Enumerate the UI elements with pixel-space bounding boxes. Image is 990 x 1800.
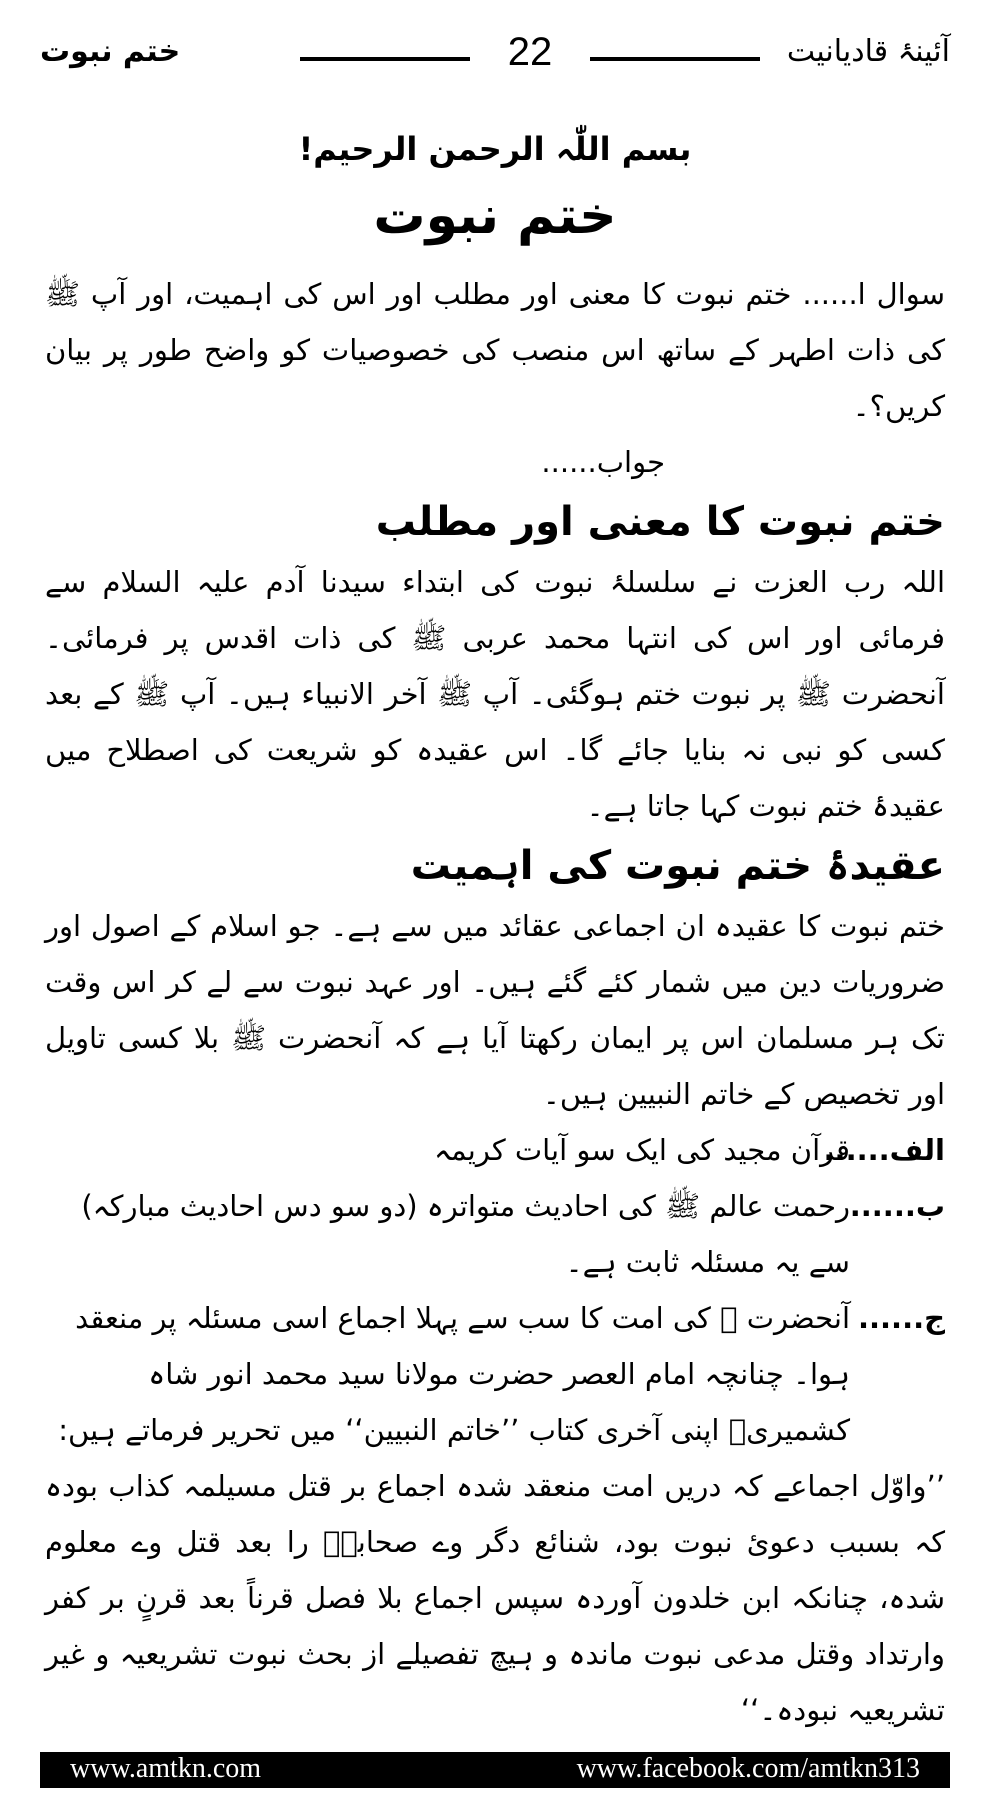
list-item [45,1178,945,1290]
answer-label: جواب...... [541,445,665,479]
page-header [40,30,950,90]
main-title: ختم نبوت [373,186,617,246]
list-item-label: ج...... [858,1301,945,1335]
list-item-label: الف...... [823,1133,945,1167]
section2-heading: عقیدۂ ختم نبوت کی اہمیت [410,843,945,889]
question-text: سوال ا...... ختم نبوت کا معنی اور مطلب اور اس کی اہمیت، اور آپ ﷺ کی ذات اطہر کے ساتھ اس منصب کی خصوصیات کو واضح طور پر بیان کریں؟۔ [45,277,945,423]
list-item-text: قرآن مجید کی ایک سو آیات کریمہ [434,1133,850,1167]
header-rule-right [590,57,760,61]
section2-text: ختم نبوت کا عقیدہ ان اجماعی عقائد میں سے ہے۔ جو اسلام کے اصول اور ضروریات دین میں شمار کئے گئے ہیں۔ اور عہد نبوت سے لے کر اس وقت تک ہر مسلمان اس پر ایمان رکھتا آیا ہے کہ آنحضرت ﷺ بلا کسی تاویل اور تخصیص کے خاتم النبیین ہیں۔ [45,909,945,1111]
list-item-text: رحمت عالم ﷺ کی احادیث متواترہ (دو سو دس احادیث مبارکہ) سے یہ مسئلہ ثابت ہے۔ [81,1189,850,1279]
page-footer [40,1752,950,1788]
page-number-block [300,30,760,80]
footer-facebook-link[interactable]: www.facebook.com/amtkn313 [576,1753,920,1784]
list-item-label: ب...... [849,1189,945,1223]
persian-quote: ’’واوّل اجماعے کہ دریں امت منعقد شدہ اجماع بر قتل مسیلمہ کذاب بودہ کہ بسبب دعوئ نبوت بود، شنائع دگر وے صحابہؓ را بعد قتل وے معلوم شدہ، چنانکہ ابن خلدون آوردہ سپس اجماع بلا فصل قرناً بعد قرنٍ بر کفر وارتداد وقتل مدعی نبوت ماندہ و ہیچ تفصیلے از بحث نبوت تشریعیہ و غیر تشریعیہ نبودہ۔‘‘ [45,1469,945,1727]
page-body [45,130,945,1738]
section1-heading: ختم نبوت کا معنی اور مطلب [375,499,945,545]
section1-text: اللہ رب العزت نے سلسلۂ نبوت کی ابتداء سیدنا آدم علیہ السلام سے فرمائی اور اس کی انتہا محمد عربی ﷺ کی ذات اقدس پر فرمائی۔ آنحضرت ﷺ پر نبوت ختم ہوگئی۔ آپ ﷺ آخر الانبیاء ہیں۔ آپ ﷺ کے بعد کسی کو نبی نہ بنایا جائے گا۔ اس عقیدہ کو شریعت کی اصطلاح میں عقیدۂ ختم نبوت کہا جاتا ہے۔ [45,565,945,823]
list-item [45,1290,945,1458]
list-item [45,1122,945,1178]
list-item-text: آنحضرت ﷺ کی امت کا سب سے پہلا اجماع اسی مسئلہ پر منعقد ہوا۔ چنانچہ امام العصر حضرت مولانا سید محمد انور شاہ کشمیریؒ اپنی آخری کتاب ’’خاتم النبیین‘‘ میں تحریر فرماتے ہیں: [58,1301,850,1447]
footer-website-link[interactable]: www.amtkn.com [70,1753,262,1784]
bismillah: بسم اللّٰہ الرحمن الرحیم! [298,130,692,168]
header-left-title: ختم نبوت [40,34,181,69]
header-right-title: آئینۂ قادیانیت [786,34,950,69]
page-number: 22 [507,30,553,74]
